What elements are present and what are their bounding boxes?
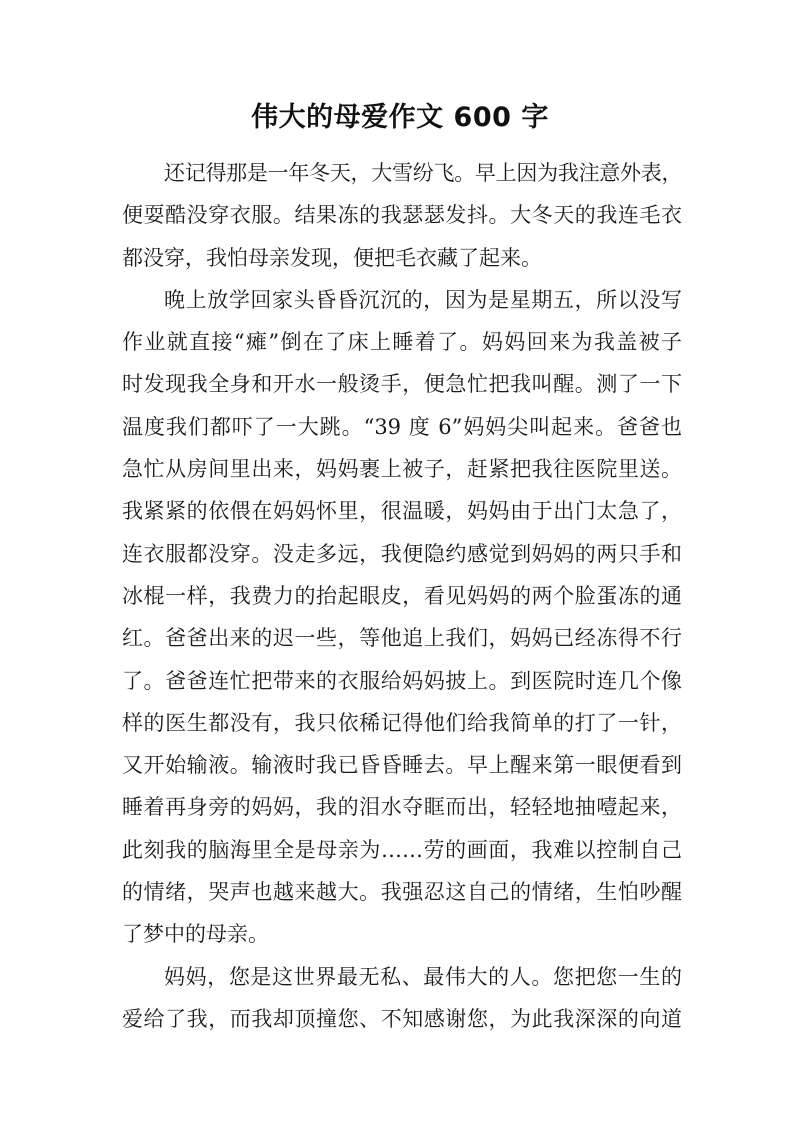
text-line: 睡着再身旁的妈妈，我的泪水夺眶而出，轻轻地抽噎起来， xyxy=(122,795,682,820)
text-line: 温度我们都吓了一大跳。“39 度 6”妈妈尖叫起来。爸爸也 xyxy=(122,414,682,439)
text-line: 作业就直接“瘫”倒在了床上睡着了。妈妈回来为我盖被子 xyxy=(122,330,682,355)
paragraph-1 xyxy=(122,152,682,279)
paragraph-3 xyxy=(122,956,682,1041)
text-line: 红。爸爸出来的迟一些，等他追上我们，妈妈已经冻得不行 xyxy=(122,626,682,651)
text-line: 连衣服都没穿。没走多远，我便隐约感觉到妈妈的两只手和 xyxy=(122,541,682,566)
text-line: 了。爸爸连忙把带来的衣服给妈妈披上。到医院时连几个像 xyxy=(122,668,682,693)
text-line: 我紧紧的依偎在妈妈怀里，很温暖，妈妈由于出门太急了， xyxy=(122,499,682,524)
text-line: 急忙从房间里出来，妈妈裹上被子，赶紧把我往医院里送。 xyxy=(122,457,682,482)
text-line: 冰棍一样，我费力的抬起眼皮，看见妈妈的两个脸蛋冻的通 xyxy=(122,583,682,608)
text-line: 样的医生都没有，我只依稀记得他们给我简单的打了一针， xyxy=(122,710,682,735)
page-title: 伟大的母爱作文 600 字 xyxy=(251,102,549,133)
paragraph-2 xyxy=(122,279,682,956)
text-line: 又开始输液。输液时我已昏昏睡去。早上醒来第一眼便看到 xyxy=(122,753,682,778)
text-line: 爱给了我，而我却顶撞您、不知感谢您，为此我深深的向道 xyxy=(122,1006,682,1031)
text-line: 了梦中的母亲。 xyxy=(122,922,269,947)
text-line: 便耍酷没穿衣服。结果冻的我瑟瑟发抖。大冬天的我连毛衣 xyxy=(122,203,682,228)
text-line: 此刻我的脑海里全是母亲为……劳的画面，我难以控制自己 xyxy=(122,837,682,862)
text-line: 还记得那是一年冬天，大雪纷飞。早上因为我注意外表， xyxy=(164,161,682,185)
essay-body xyxy=(122,152,682,1040)
text-line: 晚上放学回家头昏昏沉沉的，因为是星期五，所以没写 xyxy=(164,287,682,312)
text-line: 都没穿，我怕母亲发现，便把毛衣藏了起来。 xyxy=(122,245,542,270)
text-line: 妈妈，您是这世界最无私、最伟大的人。您把您一生的 xyxy=(164,964,682,989)
text-line: 时发现我全身和开水一般烫手，便急忙把我叫醒。测了一下 xyxy=(122,372,682,397)
text-line: 的情绪，哭声也越来越大。我强忍这自己的情绪，生怕吵醒 xyxy=(122,880,682,905)
